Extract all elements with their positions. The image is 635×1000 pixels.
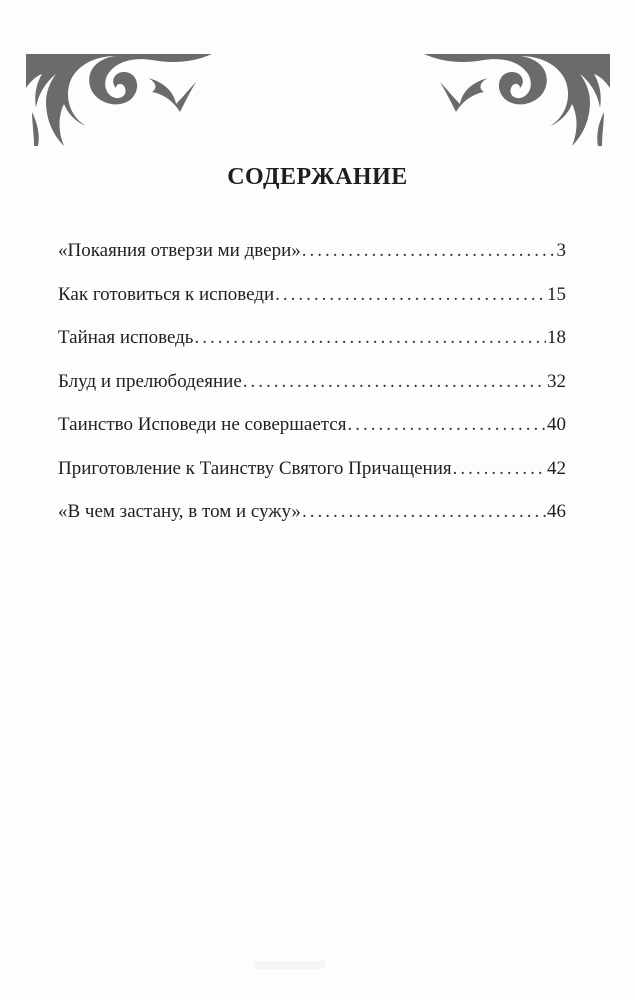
dot-leader [302,236,556,266]
toc-entry[interactable] [58,497,566,541]
toc-page-number: 46 [547,501,566,522]
toc-entry[interactable] [58,236,566,280]
toc-entry-title: Приготовление к Таинству Святого Причащения [58,457,452,479]
left-corner-ornament [24,52,214,147]
dot-leader [275,280,546,310]
toc-entry[interactable] [58,280,566,324]
toc-entry-title: Тайная исповедь [58,327,194,348]
toc-entry[interactable] [58,367,566,411]
dot-leader [453,454,546,484]
right-corner-ornament [422,52,612,147]
page-title: СОДЕРЖАНИЕ [227,164,408,191]
toc-page-number: 3 [556,240,566,261]
toc-entry[interactable] [58,323,566,367]
dot-leader [302,497,546,527]
dot-leader [347,410,546,440]
toc-page-number: 42 [547,457,566,479]
toc-page-number: 40 [547,414,566,435]
toc-page-number: 18 [547,327,566,348]
dot-leader [194,323,546,353]
bleed-through-mark [255,955,325,975]
toc-page-number: 32 [547,370,566,392]
toc-entry[interactable] [58,454,566,498]
dot-leader [243,367,546,397]
toc-entry-title: Блуд и прелюбодеяние [58,370,242,392]
table-of-contents [58,236,566,541]
toc-entry-title: «Покаяния отверзи ми двери» [58,240,301,261]
toc-page-number: 15 [547,283,566,305]
toc-entry-title: «В чем застану, в том и сужу» [58,501,301,522]
toc-entry-title: Как готовиться к исповеди [58,283,275,305]
toc-entry[interactable] [58,410,566,454]
toc-entry-title: Таинство Исповеди не совершается [58,414,347,435]
